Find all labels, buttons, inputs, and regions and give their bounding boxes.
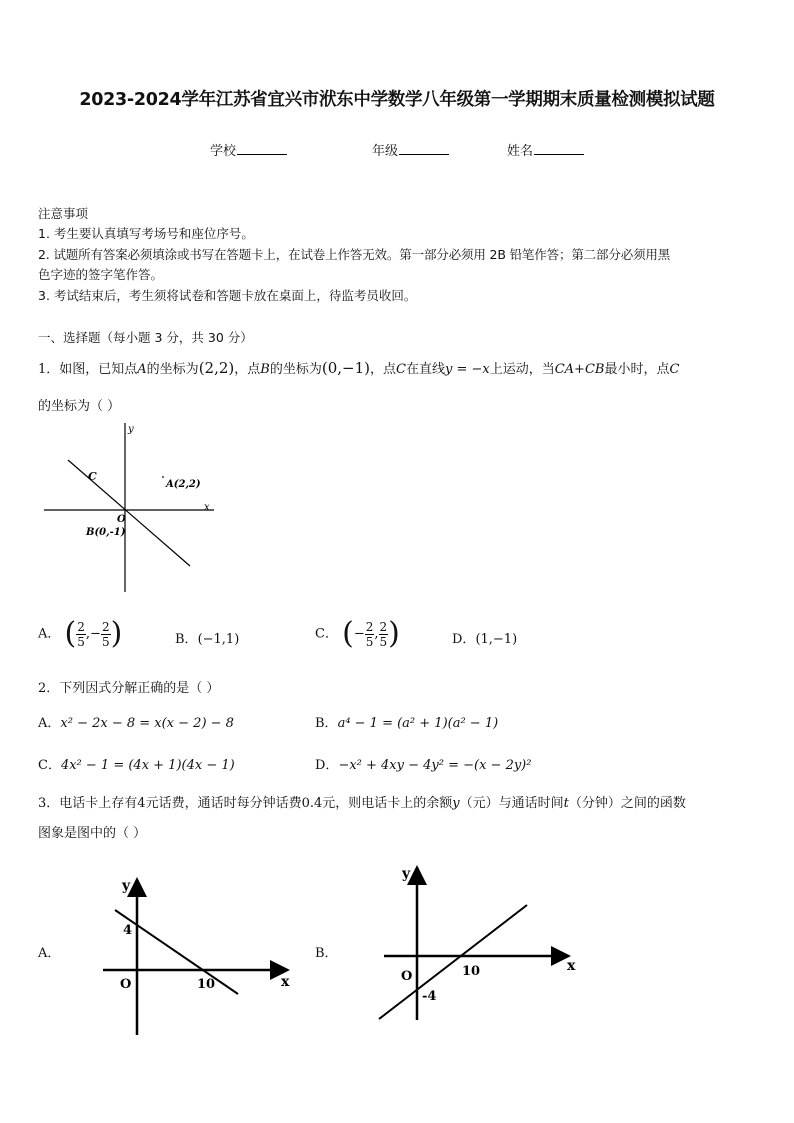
notice-item: 2. 试题所有答案必须填涂或书写在答题卡上，在试卷上作答无效。第一部分必须用 2B 铅笔作答；第二部分必须用黑 <box>38 247 671 262</box>
point-a <box>162 476 164 478</box>
line-y-neg-x <box>68 460 190 566</box>
notice-item: 1. 考生要认真填写考场号和座位序号。 <box>38 226 254 241</box>
q2-option-b[interactable]: B．a⁴ − 1 = (a² + 1)(a² − 1) <box>315 716 499 731</box>
grade-field[interactable]: 年级 <box>372 140 449 159</box>
q2-option-c[interactable]: C．4x² − 1 = (4x + 1)(4x − 1) <box>38 758 235 773</box>
x-label: x <box>281 974 290 990</box>
graph-line <box>379 905 527 1019</box>
name-field[interactable]: 姓名 <box>507 140 584 159</box>
origin-label: O <box>117 514 126 525</box>
q2-option-d[interactable]: D．−x² + 4xy − 4y² = −(x − 2y)² <box>315 758 532 773</box>
school-blank[interactable] <box>237 143 287 155</box>
x-intercept-label: 10 <box>462 964 481 979</box>
notice-item: 色字迹的签字笔作答。 <box>38 267 164 282</box>
grade-blank[interactable] <box>399 143 449 155</box>
x-intercept-label: 10 <box>197 977 216 992</box>
graph-line <box>115 910 238 994</box>
page-title: 2023-2024学年江苏省宜兴市洑东中学数学八年级第一学期期末质量检测模拟试题 <box>79 90 715 110</box>
point-b-label: B(0,-1) <box>86 527 126 538</box>
q3-figure-b[interactable] <box>370 858 590 1028</box>
y-intercept-label: 4 <box>123 923 133 938</box>
q1-option-a[interactable]: A． ( $\frac{2}{5}$ ,− $\frac{2}{5}$ ) <box>38 616 123 651</box>
y-intercept-label: -4 <box>422 989 437 1004</box>
y-label: y <box>402 866 411 882</box>
x-label: x <box>567 958 576 974</box>
point-c-label: C <box>88 470 97 483</box>
section-heading: 一、选择题（每小题 3 分，共 30 分） <box>38 330 253 345</box>
school-field[interactable]: 学校 <box>210 140 287 159</box>
x-label: x <box>204 502 210 513</box>
q1-option-b[interactable]: B．(−1,1) <box>175 632 240 647</box>
q3-figure-a[interactable] <box>95 870 300 1040</box>
q1-option-d[interactable]: D．(1,−1) <box>452 632 518 647</box>
question-1-stem-cont: 的坐标为（ ） <box>38 399 121 414</box>
q3-option-a[interactable]: A． <box>38 946 61 961</box>
q1-option-c[interactable]: C． (− $\frac{2}{5}$ , $\frac{2}{5}$ ) <box>315 616 400 651</box>
question-1-figure <box>40 420 220 595</box>
notice-heading: 注意事项 <box>38 206 89 221</box>
q2-option-a[interactable]: A．x² − 2x − 8 = x(x − 2) − 8 <box>38 716 234 731</box>
notice-item: 3. 考试结束后，考生须将试卷和答题卡放在桌面上，待监考员收回。 <box>38 288 417 303</box>
origin-label: O <box>120 977 132 992</box>
question-3-stem: 3．电话卡上存有4元话费，通话时每分钟话费0.4元，则电话卡上的余额y（元）与通话时间t（分钟）之间的函数 <box>38 796 686 811</box>
y-label: y <box>128 424 134 435</box>
question-2-stem: 2．下列因式分解正确的是（ ） <box>38 681 220 696</box>
point-a-label: A(2,2) <box>166 479 201 490</box>
origin-label: O <box>401 969 413 984</box>
question-1-stem: 1．如图，已知点A的坐标为(2,2)，点B的坐标为(0,−1)，点C在直线y = −x上运动，当CA+CB最小时，点C <box>38 359 680 377</box>
q3-option-b[interactable]: B． <box>315 946 338 961</box>
question-3-stem-cont: 图象是图中的（ ） <box>38 826 147 841</box>
y-label: y <box>122 878 131 894</box>
name-blank[interactable] <box>534 143 584 155</box>
